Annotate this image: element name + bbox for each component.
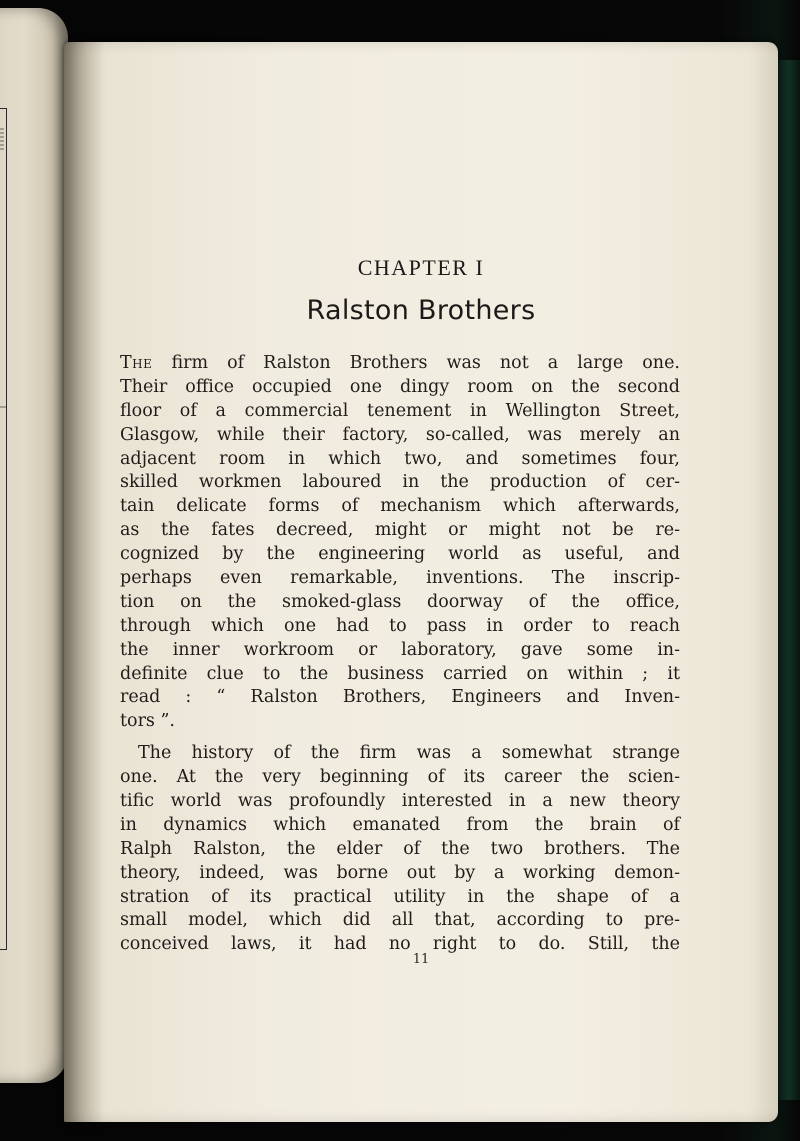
map-plate <box>0 108 7 950</box>
text-line: adjacent room in which two, and sometimes four, <box>120 448 680 469</box>
chapter-body <box>120 352 680 957</box>
text-line: the inner workroom or laboratory, gave some in- <box>120 639 680 660</box>
text-line: Ralph Ralston, the elder of the two brothers. The <box>120 838 680 859</box>
text-line: cognized by the engineering world as useful, and <box>120 544 680 565</box>
text-line: tors ”. <box>120 711 175 732</box>
chapter-label: CHAPTER I <box>357 255 485 280</box>
text-line: tain delicate forms of mechanism which afterwards, <box>120 496 680 517</box>
text-line: tific world was profoundly interested in a new theory <box>120 791 680 812</box>
map-illustration <box>0 109 6 949</box>
paragraph-gap <box>120 734 680 742</box>
text-line: floor of a commercial tenement in Wellington Street, <box>120 400 680 421</box>
text-line: small model, which did all that, according to pre- <box>120 910 680 931</box>
text-line: in dynamics which emanated from the brain of <box>120 814 680 835</box>
text-line: theory, indeed, was borne out by a working demon- <box>120 862 680 883</box>
text-line: through which one had to pass in order to reach <box>120 615 680 636</box>
paragraph-1 <box>120 352 680 734</box>
book-page <box>64 42 778 1122</box>
text-line: Glasgow, while their factory, so-called, was merely an <box>120 424 680 445</box>
text-line: stration of its practical utility in the shape of a <box>120 886 680 907</box>
text-line: definite clue to the business carried on within ; it <box>120 663 680 684</box>
text-line: perhaps even remarkable, inventions. The inscrip- <box>120 568 680 589</box>
text-line: The firm of Ralston Brothers was not a large one. <box>120 353 680 373</box>
paragraph-2 <box>120 742 680 957</box>
text-line: Their office occupied one dingy room on the second <box>120 376 680 397</box>
page-number: 11 <box>412 952 430 967</box>
chapter-title: Ralston Brothers <box>306 295 536 326</box>
text-line: The history of the firm was a somewhat strange <box>138 743 680 764</box>
text-line: as the fates decreed, might or might not be re- <box>120 520 680 541</box>
text-line: tion on the smoked-glass doorway of the office, <box>120 591 680 612</box>
text-line: read : “ Ralston Brothers, Engineers and Inven- <box>120 687 680 708</box>
text-line: one. At the very beginning of its career the scien- <box>120 767 680 788</box>
lead-word: The <box>120 353 153 373</box>
facing-page <box>0 8 68 1083</box>
text-line: skilled workmen laboured in the production of cer- <box>120 472 680 493</box>
text-line: conceived laws, it had no right to do. Still, the <box>120 934 680 955</box>
